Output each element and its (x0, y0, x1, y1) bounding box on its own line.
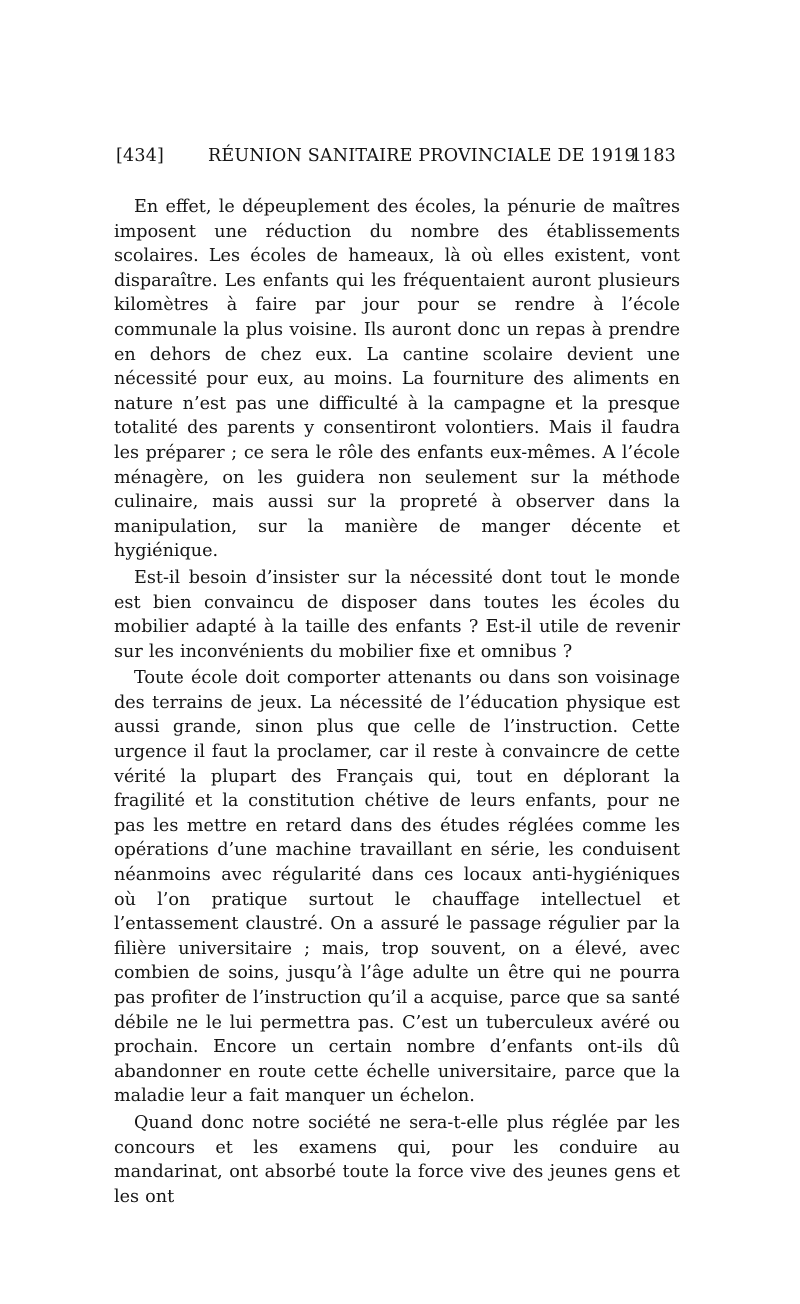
page-number: 1183 (630, 146, 676, 166)
paragraph-exams: Quand donc notre société ne sera-t-elle plus réglée par les concours et les examens qui, pour les conduire au mandarinat, ont absorbé toute la force vive des jeunes gens et les ont (114, 1112, 680, 1207)
page-reference: [434] (116, 146, 165, 166)
paragraph-school-furniture: Est-il besoin d’insister sur la nécessité dont tout le monde est bien convaincu de disposer dans toutes les écoles du mobilier adapté à la taille des enfants ? Est-il utile de revenir sur les inconvénients du mobilier fixe et omnibus ? (114, 567, 680, 662)
running-title: RÉUNION SANITAIRE PROVINCIALE DE 1919 (208, 146, 636, 166)
body-text (114, 195, 680, 1211)
paragraph-playgrounds: Toute école doit comporter attenants ou dans son voisinage des terrains de jeux. La nécessité de l’éducation physique est aussi grande, sinon plus que celle de l’instruction. Cette urgence il faut la proclamer, car il reste à convaincre de cette vérité la plupart des Français qui, tout en déplorant la fragilité et la constitution chétive de leurs enfants, pour ne pas les mettre en retard dans des études réglées comme les opérations d’une machine travaillant en série, les conduisent néanmoins avec régularité dans ces locaux anti-hygiéniques où l’on pratique surtout le chauffage intellectuel et l’entassement claustré. On a assuré le passage régulier par la filière universitaire ; mais, trop souvent, on a élevé, avec combien de soins, jusqu’à l’âge adulte un être qui ne pourra pas profiter de l’instruction qu’il a acquise, parce que sa santé débile ne le lui permettra pas. C’est un tuberculeux avéré ou prochain. Encore un certain nombre d’enfants ont-ils dû abandonner en route cette échelle universitaire, parce que la maladie leur a fait manquer un échelon. (114, 668, 680, 1107)
paragraph-school-depopulation: En effet, le dépeuplement des écoles, la pénurie de maîtres imposent une réduction du nombre des établissements scolaires. Les écoles de hameaux, là où elles existent, vont disparaître. Les enfants qui les fréquentaient auront plusieurs kilomètres à faire par jour pour se rendre à l’école communale la plus voisine. Ils auront donc un repas à prendre en dehors de chez eux. La cantine scolaire devient une nécessité pour eux, au moins. La fourniture des aliments en nature n’est pas une difficulté à la campagne et la presque totalité des parents y consentiront volontiers. Mais il faudra les préparer ; ce sera le rôle des enfants eux-mêmes. A l’école ménagère, on les guidera non seulement sur la méthode culinaire, mais aussi sur la propreté à observer dans la manipulation, sur la manière de manger décente et hygiénique. (114, 197, 680, 562)
running-header (116, 146, 682, 176)
